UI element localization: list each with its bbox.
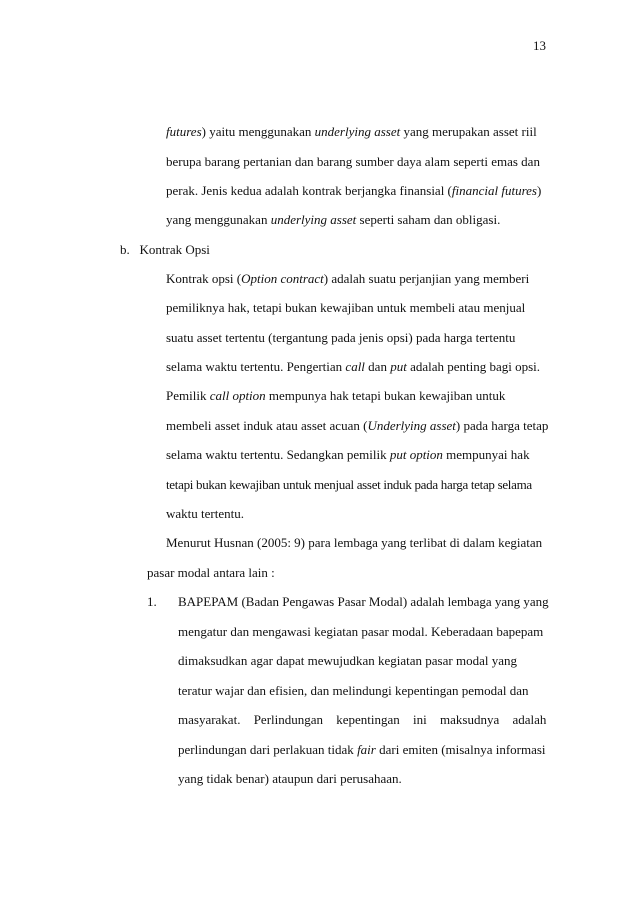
italic-term: underlying asset bbox=[270, 212, 357, 227]
list-item-line: yang tidak benar) ataupun dari perusahaan. bbox=[178, 771, 402, 786]
section-title: Kontrak Opsi bbox=[139, 242, 210, 257]
italic-term: Underlying asset bbox=[367, 418, 456, 433]
section-marker: b. bbox=[120, 242, 130, 257]
paragraph-line: suatu asset tertentu (tergantung pada jenis opsi) pada harga tertentu bbox=[166, 330, 516, 345]
paragraph-line: selama waktu tertentu. Pengertian call dan put adalah penting bagi opsi. bbox=[166, 359, 541, 374]
paragraph-line: pemiliknya hak, tetapi bukan kewajiban untuk membeli atau menjual bbox=[166, 300, 526, 315]
paragraph-line: pasar modal antara lain : bbox=[147, 565, 275, 580]
paragraph-line: Menurut Husnan (2005: 9) para lembaga yang terlibat di dalam kegiatan bbox=[166, 535, 543, 550]
paragraph-line: perak. Jenis kedua adalah kontrak berjangka finansial (financial futures) bbox=[166, 183, 542, 198]
italic-term: fair bbox=[357, 742, 376, 757]
list-item-marker: 1. bbox=[147, 594, 157, 609]
list-item-line: perlindungan dari perlakuan tidak fair dari emiten (misalnya informasi bbox=[178, 742, 546, 757]
italic-term: futures bbox=[166, 124, 202, 139]
italic-term: put bbox=[390, 359, 407, 374]
italic-term: Option contract bbox=[241, 271, 324, 286]
list-item-line: dimaksudkan agar dapat mewujudkan kegiatan pasar modal yang bbox=[178, 653, 517, 668]
paragraph-line: futures) yaitu menggunakan underlying asset yang merupakan asset riil bbox=[166, 124, 537, 139]
list-item-line: BAPEPAM (Badan Pengawas Pasar Modal) adalah lembaga yang yang bbox=[178, 594, 549, 609]
section-heading bbox=[120, 242, 210, 258]
page-number: 13 bbox=[533, 38, 546, 53]
paragraph-line: tetapi bukan kewajiban untuk menjual asset induk pada harga tetap selama bbox=[166, 477, 532, 492]
paragraph-line: Pemilik call option mempunya hak tetapi bukan kewajiban untuk bbox=[166, 388, 506, 403]
list-item-line: teratur wajar dan efisien, dan melindungi kepentingan pemodal dan bbox=[178, 683, 529, 698]
paragraph-line: berupa barang pertanian dan barang sumber daya alam seperti emas dan bbox=[166, 154, 540, 169]
italic-term: put option bbox=[389, 447, 443, 462]
list-item-line: masyarakat. Perlindungan kepentingan ini maksudnya adalah bbox=[178, 712, 547, 727]
paragraph-line: membeli asset induk atau asset acuan (Underlying asset) pada harga tetap bbox=[166, 418, 549, 433]
paragraph-line: Kontrak opsi (Option contract) adalah suatu perjanjian yang memberi bbox=[166, 271, 530, 286]
italic-term: financial futures bbox=[451, 183, 537, 198]
paragraph-line: selama waktu tertentu. Sedangkan pemilik put option mempunyai hak bbox=[166, 447, 530, 462]
paragraph-line: yang menggunakan underlying asset seperti saham dan obligasi. bbox=[166, 212, 501, 227]
list-item-line: mengatur dan mengawasi kegiatan pasar modal. Keberadaan bapepam bbox=[178, 624, 544, 639]
italic-term: call option bbox=[209, 388, 266, 403]
paragraph-line: waktu tertentu. bbox=[166, 506, 244, 521]
italic-term: call bbox=[345, 359, 365, 374]
italic-term: underlying asset bbox=[314, 124, 401, 139]
